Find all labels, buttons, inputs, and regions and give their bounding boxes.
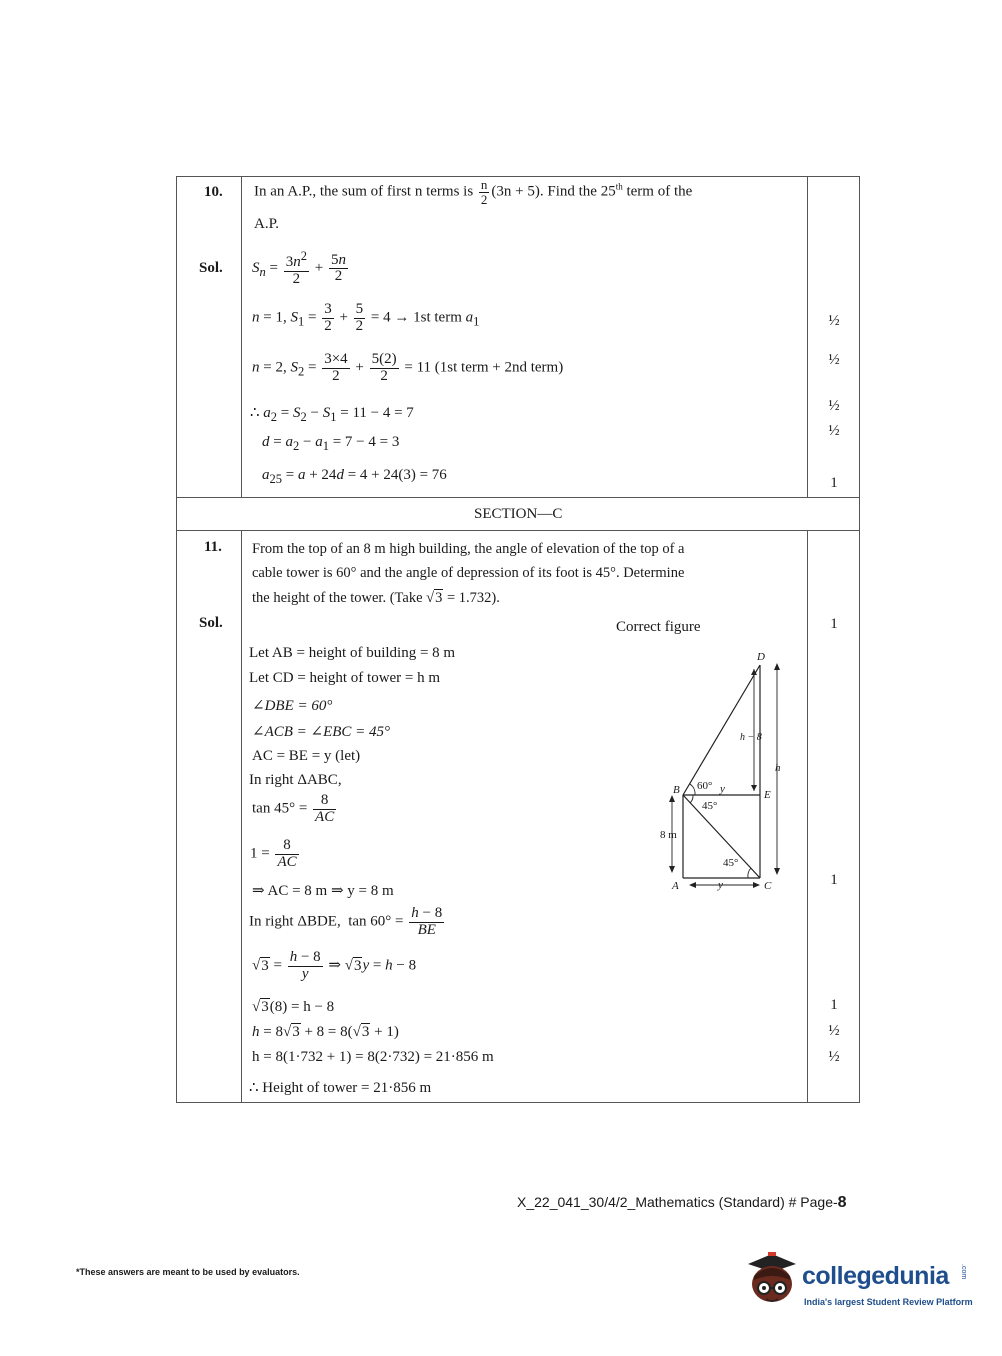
table-border-bottom (176, 1102, 860, 1103)
q11-mark-2: 1 (830, 872, 838, 888)
q11-question-line2: cable tower is 60° and the angle of depression of its foot is 45°. Determine (252, 565, 685, 581)
brand-name: collegedunia (802, 1262, 949, 1290)
q11-step-7: ⇒ AC = 8 m ⇒ y = 8 m (252, 883, 394, 899)
fig-label-e: E (764, 789, 771, 801)
q10-question-fraction (479, 178, 490, 206)
fig-bc-line (683, 795, 760, 878)
fig-label-h: h (775, 762, 781, 774)
q11-step-5: AC = BE = y (let) (252, 748, 361, 764)
fig-angle45-bottom-arc (748, 868, 751, 878)
q11-question-line1: From the top of an 8 m high building, the angle of elevation of the top of a (252, 541, 685, 557)
q11-question-line3-part2: = 1.732). (446, 590, 500, 606)
q10-number: 10. (204, 184, 223, 200)
q10-step-a25: $a_{25} = a + 24d = 4 + 24(3) = 76$ (262, 467, 447, 486)
mascot-icon (742, 1250, 802, 1312)
q10-question-line2: A.P. (254, 216, 280, 232)
q10-question-part1: In an A.P., the sum of first n terms is (254, 183, 474, 200)
q10-mark-5: 1 (830, 475, 838, 491)
page-reference-text: X_22_041_30/4/2_Mathematics (Standard) # Page- (517, 1194, 838, 1210)
q10-step-s2: n = 2, $S_2$ = $\frac{3\times 4}{2}$ + $\frac{5(2)}{2}$ = 11 (1st term + 2nd term) (252, 351, 564, 384)
table-col-divider-1b (241, 530, 242, 1102)
evaluator-note: *These answers are meant to be used by evaluators. (76, 1267, 300, 1277)
q10-question-sup: th (615, 181, 623, 192)
fig-label-y-top: y (720, 783, 725, 795)
q11-step-11: ∴ Height of tower = 21·856 m (249, 1080, 432, 1096)
fig-label-angle45-top: 45° (702, 800, 718, 812)
table-divider-section (176, 497, 860, 498)
q11-figure (650, 645, 800, 895)
q11-question-line3-part1: the height of the tower. (Take (252, 590, 423, 606)
table-border-top (176, 176, 860, 177)
fig-angle45-arc (690, 795, 693, 803)
q10-mark-3: ½ (828, 398, 840, 414)
q11-mark-4: ½ (828, 1023, 840, 1039)
fig-label-h-minus-8: h − 8 (740, 732, 762, 743)
fig-label-c: C (764, 880, 772, 892)
q11-step-4: ∠ACB = ∠EBC = 45° (252, 724, 391, 740)
q11-question-line3: the height of the tower. (Take √3 = 1.732). (252, 590, 500, 606)
fig-label-b: B (673, 784, 680, 796)
fig-label-angle45-bottom: 45° (723, 857, 739, 869)
q11-step-8: In right ΔBDE, tan 60° = $\frac{h - 8}{BE}$ (249, 905, 443, 938)
q10-step-a2: ∴ $a_2 = S_2 - S_1 = 11 - 4 = 7$ (250, 405, 414, 424)
table-divider-q11 (176, 530, 860, 531)
q10-question (254, 178, 692, 206)
q11-step-3: ∠DBE = 60° (252, 698, 333, 714)
q11-step-sqrt3-8: √3(8) = h − 8 (252, 999, 335, 1015)
q11-step-tan45: tan 45° = $\frac{8}{AC}$ (252, 792, 335, 825)
q10-step-d: $d = a_2 - a_1 = 7 - 4 = 3$ (262, 434, 400, 453)
q11-step-one: 1 = $\frac{8}{AC}$ (250, 837, 297, 870)
fig-label-angle60: 60° (697, 780, 713, 792)
q11-sol-label: Sol. (199, 615, 223, 631)
fig-label-8m: 8 m (660, 829, 677, 841)
brand-tagline: India's largest Student Review Platform (804, 1297, 973, 1307)
page-number: 8 (837, 1194, 847, 1211)
table-border-left (176, 176, 177, 1103)
q11-step-2: Let CD = height of tower = h m (249, 670, 441, 686)
q11-step-6: In right ΔABC, (249, 772, 342, 788)
table-border-right (859, 176, 860, 1103)
fig-label-d: D (757, 651, 765, 663)
q10-mark-1: ½ (828, 313, 840, 329)
q11-step-8-text: In right ΔBDE, (249, 913, 341, 930)
q10-step-s1: n = 1, $S_1$ = $\frac{3}{2}$ + $\frac{5}{2}$ = 4 → 1st term $a_1$ (252, 301, 480, 334)
collegedunia-logo (742, 1250, 972, 1320)
q11-question-line3-sqrt: 3 (435, 590, 443, 606)
q10-sol-label: Sol. (199, 260, 223, 276)
q10-step-sn-formula: $S_n$ = $\frac{3n^2}{2}$ + $\frac{5n}{2}$ (252, 249, 346, 287)
page-reference (517, 1194, 847, 1212)
q10-mark-4: ½ (828, 423, 840, 439)
q11-number: 11. (204, 539, 222, 555)
q10-frac-num: n (480, 177, 488, 192)
q11-step-h: h = 8√3 + 8 = 8(√3 + 1) (252, 1024, 399, 1040)
fig-label-y-bottom: y (718, 879, 723, 891)
fig-bd-line (683, 665, 760, 795)
q11-mark-5: ½ (828, 1049, 840, 1065)
q11-mark-3: 1 (830, 997, 838, 1013)
q11-step-sqrt3: √3 = $\frac{h - 8}{y}$ ⇒ √3y = h − 8 (252, 949, 417, 982)
q10-mark-2: ½ (828, 352, 840, 368)
section-c-title: SECTION—C (474, 506, 563, 522)
q10-question-part3: term of the (626, 183, 693, 200)
fig-angle60-arc (690, 784, 695, 795)
q11-step-10: h = 8(1·732 + 1) = 8(2·732) = 21·856 m (252, 1049, 494, 1065)
table-col-divider-2b (807, 530, 808, 1102)
table-col-divider-1 (241, 176, 242, 497)
q11-mark-1: 1 (830, 616, 838, 632)
table-col-divider-2 (807, 176, 808, 497)
brand-dotcom: .com (960, 1264, 967, 1280)
q11-figure-caption: Correct figure (616, 619, 701, 635)
fig-label-a: A (672, 880, 679, 892)
q11-step-9: = h − 8 (290, 999, 335, 1015)
q10-frac-den: 2 (480, 191, 488, 207)
q10-question-part2: (3n + 5). Find the 25 (491, 183, 616, 200)
q11-step-1: Let AB = height of building = 8 m (249, 645, 456, 661)
